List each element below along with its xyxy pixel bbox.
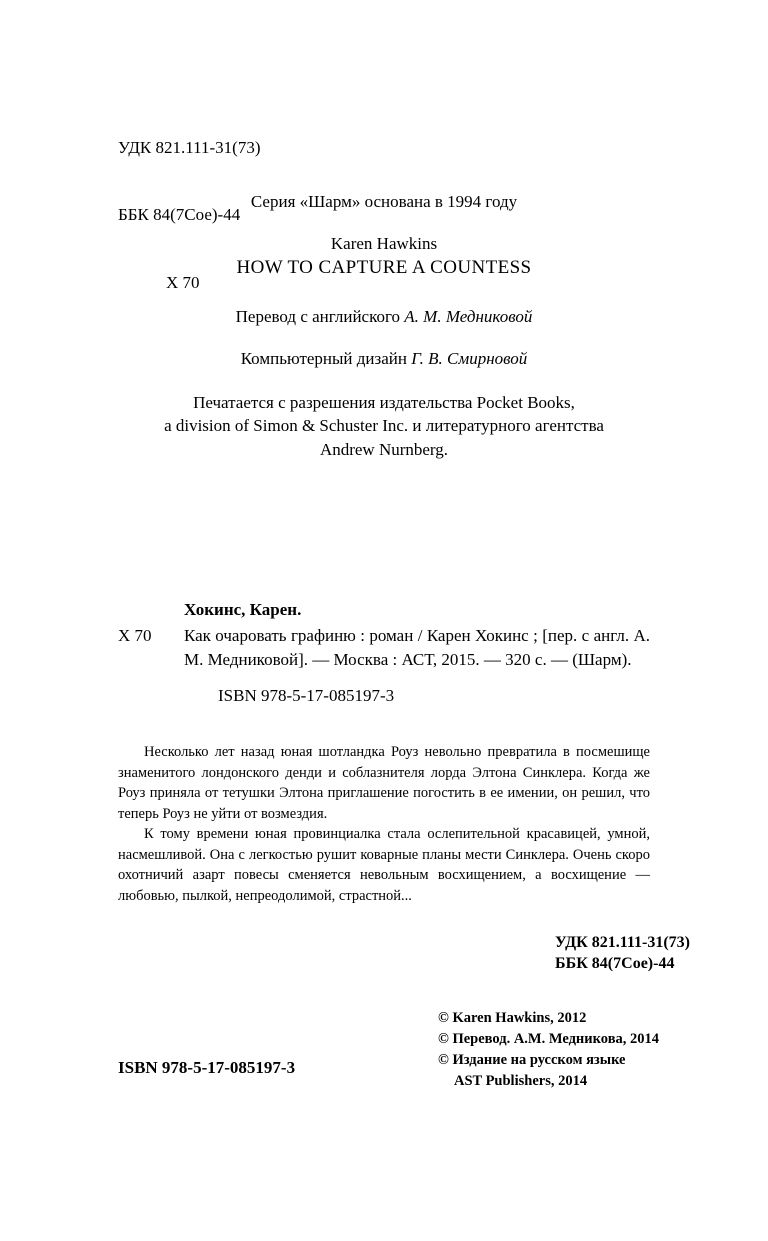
biblio-body [118, 624, 650, 672]
permission-note [118, 391, 650, 461]
bbk-code: ББК 84(7Сое)-44 [118, 205, 241, 225]
bbk-code-repeat: ББК 84(7Сое)-44 [555, 955, 675, 973]
copyright-line-1: © Karen Hawkins, 2012 [438, 1010, 587, 1026]
biblio-author-mark: Х 70 [118, 626, 152, 645]
udk-code-repeat: УДК 821.111-31(73) [555, 934, 690, 951]
design-credit [118, 349, 650, 369]
permission-line-1: Печатается с разрешения издательства Pocket Books, [193, 393, 575, 412]
copyright-line-2: © Перевод. А.М. Медникова, 2014 [438, 1031, 660, 1048]
translation-credit [118, 307, 650, 327]
original-title: HOW TO CAPTURE A COUNTESS [236, 257, 532, 278]
biblio-text: Как очаровать графиню : роман / Карен Хокинс ; [пер. с англ. А. М. Медниковой]. — Москва : АСТ, 2015. — 320 с. — (Шарм). [184, 626, 650, 670]
copyright-line-4: AST Publishers, 2014 [454, 1073, 588, 1090]
isbn-bottom: ISBN 978-5-17-085197-3 [118, 1058, 296, 1077]
annotation-paragraph-1: Несколько лет назад юная шотландка Роуз невольно превратила в посмешище знаменитого лондонского денди и соблазнителя лорда Элтона Синклера. Когда же Роуз приняла от тетушки Элтона приглашение погостить в ее имении, он решил, что теперь Роуз не уйти от возмездия. [118, 744, 650, 822]
design-prefix: Компьютерный дизайн [240, 349, 412, 368]
biblio-heading: Хокинс, Карен. [184, 600, 302, 619]
annotation [118, 742, 650, 907]
series-note: Серия «Шарм» основана в 1994 году [250, 192, 518, 211]
author-mark: Х 70 [166, 272, 200, 292]
translator-name: А. М. Медниковой [404, 307, 533, 326]
udk-code: УДК 821.111-31(73) [118, 137, 261, 157]
copyright-block [438, 1008, 659, 1092]
permission-line-2: a division of Simon & Schuster Inc. и литературного агентства [164, 416, 604, 436]
bibliographic-record [118, 600, 650, 716]
original-author: Karen Hawkins [330, 234, 438, 253]
permission-line-3: Andrew Nurnberg. [319, 439, 449, 459]
annotation-paragraph-2: К тому времени юная провинциалка стала ослепительной красавицей, умной, насмешливой. Она с легкостью рушит коварные планы мести Синклера. Очень скоро охотничий азарт повесы сменяется невольным восхищением, а восхищение — любовью, пылкой, непреодолимой, страстной... [118, 826, 650, 905]
isbn-record: ISBN 978-5-17-085197-3 [218, 686, 395, 706]
classification-codes-repeat [555, 932, 690, 974]
copyright-line-3: © Издание на русском языке [438, 1052, 626, 1069]
translation-prefix: Перевод с английского [235, 307, 405, 326]
designer-name: Г. В. Смирновой [411, 349, 528, 368]
front-matter [118, 192, 650, 461]
